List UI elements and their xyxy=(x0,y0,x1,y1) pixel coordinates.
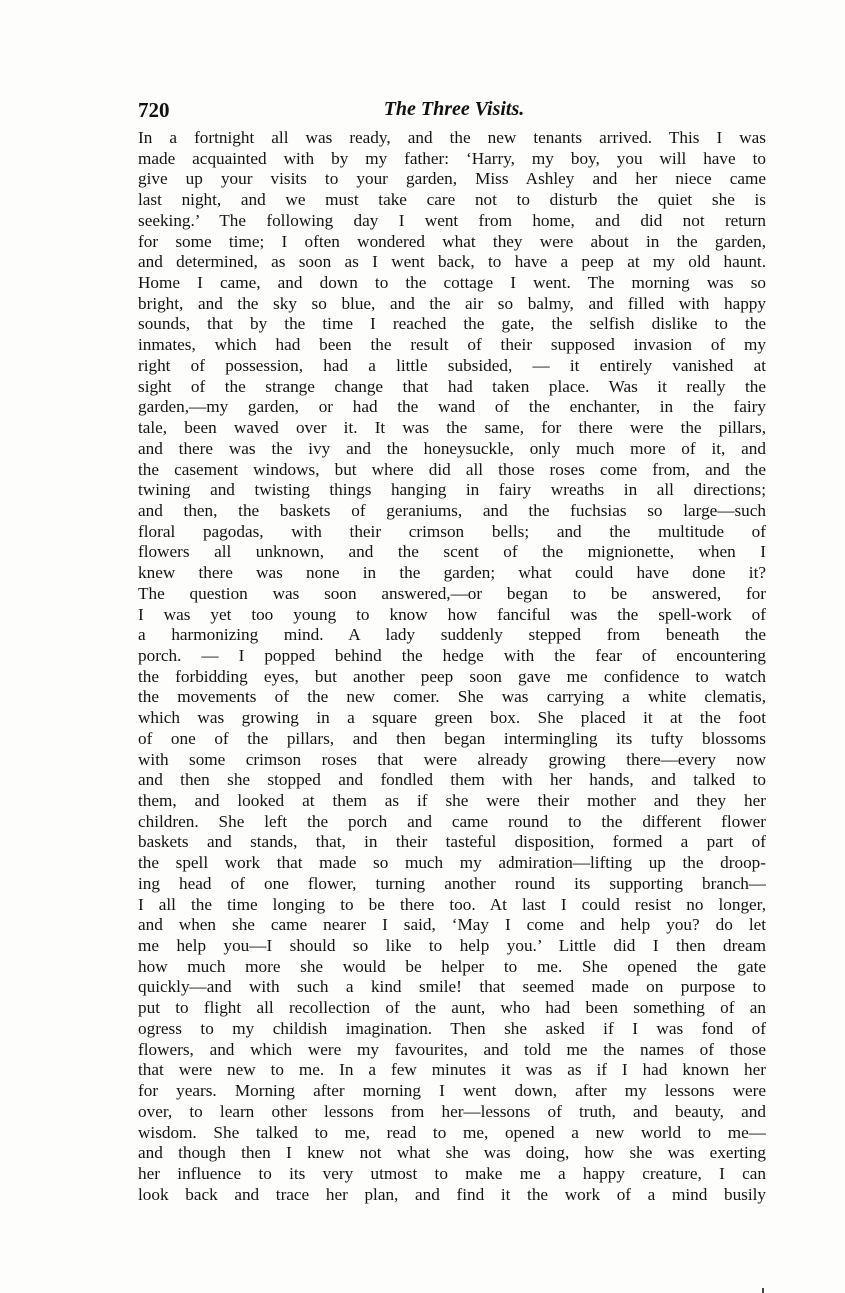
text-line: twining and twisting things hanging in fairy wreaths in all directions; xyxy=(138,480,766,500)
text-line: I all the time longing to be there too. At last I could resist no longer, xyxy=(138,894,766,914)
text-line: I was yet too young to know how fanciful was the spell-work of xyxy=(138,604,766,624)
text-line: with some crimson roses that were already growing there—every now xyxy=(138,749,766,769)
text-line: inmates, which had been the result of their supposed invasion of my xyxy=(138,335,766,355)
text-line: over, to learn other lessons from her—lessons of truth, and beauty, and xyxy=(138,1101,766,1121)
text-line: tale, been waved over it. It was the same, for there were the pillars, xyxy=(138,418,766,438)
text-line: children. She left the porch and came round to the different flower xyxy=(138,811,766,831)
text-line: wisdom. She talked to me, read to me, opened a new world to me— xyxy=(138,1122,766,1142)
text-line: a harmonizing mind. A lady suddenly stepped from beneath the xyxy=(138,625,766,645)
text-line: how much more she would be helper to me. She opened the gate xyxy=(138,956,766,976)
text-line: and when she came nearer I said, ‘May I come and help you? do let xyxy=(138,915,766,935)
text-line: of one of the pillars, and then began intermingling its tufty blossoms xyxy=(138,728,766,748)
text-line: In a fortnight all was ready, and the new tenants arrived. This I was xyxy=(138,128,766,147)
text-line: her influence to its very utmost to make me a happy creature, I can xyxy=(138,1163,766,1183)
page-number: 720 xyxy=(138,98,170,122)
text-line: the movements of the new comer. She was carrying a white clematis, xyxy=(138,687,766,707)
text-line: me help you—I should so like to help you.’ Little did I then dream xyxy=(138,936,766,956)
text-line: and then she stopped and fondled them with her hands, and talked to xyxy=(138,770,766,790)
text-line: sight of the strange change that had taken place. Was it really the xyxy=(138,376,766,396)
text-line: porch. — I popped behind the hedge with the fear of encountering xyxy=(138,645,766,665)
page-header xyxy=(138,98,770,126)
text-line: look back and trace her plan, and find it the work of a mind busily xyxy=(138,1184,766,1204)
text-line: that were new to me. In a few minutes it was as if I had known her xyxy=(138,1060,766,1080)
text-line: the casement windows, but where did all those roses come from, and the xyxy=(138,459,766,479)
text-line: seeking.’ The following day I went from home, and did not return xyxy=(138,210,766,230)
text-line: ing head of one flower, turning another round its supporting branch— xyxy=(138,873,766,893)
body-text xyxy=(138,128,766,1205)
text-line: sounds, that by the time I reached the gate, the selfish dislike to the xyxy=(138,314,766,334)
text-line: last night, and we must take care not to disturb the quiet she is xyxy=(138,190,766,210)
text-line: ogress to my childish imagination. Then she asked if I was fond of xyxy=(138,1018,766,1038)
text-line: made acquainted with by my father: ‘Harry, my boy, you will have to xyxy=(138,148,766,168)
text-line: Home I came, and down to the cottage I went. The morning was so xyxy=(138,273,766,293)
text-line: for some time; I often wondered what they were about in the garden, xyxy=(138,231,766,251)
text-line: the spell work that made so much my admiration—lifting up the droop- xyxy=(138,853,766,873)
text-line: put to flight all recollection of the aunt, who had been something of an xyxy=(138,998,766,1018)
text-line: which was growing in a square green box. She placed it at the foot xyxy=(138,708,766,728)
text-line: and there was the ivy and the honeysuckle, only much more of it, and xyxy=(138,438,766,458)
text-line: flowers, and which were my favourites, and told me the names of those xyxy=(138,1039,766,1059)
text-line: and though then I knew not what she was doing, how she was exerting xyxy=(138,1143,766,1163)
text-line: and then, the baskets of geraniums, and the fuchsias so large—such xyxy=(138,500,766,520)
text-line: The question was soon answered,—or began to be answered, for xyxy=(138,583,766,603)
text-line: right of possession, had a little subsided, — it entirely vanished at xyxy=(138,355,766,375)
text-line: flowers all unknown, and the scent of the mignionette, when I xyxy=(138,542,766,562)
text-line: knew there was none in the garden; what could have done it? xyxy=(138,563,766,583)
text-line: floral pagodas, with their crimson bells; and the multitude of xyxy=(138,521,766,541)
text-line: garden,—my garden, or had the wand of the enchanter, in the fairy xyxy=(138,397,766,417)
text-line: bright, and the sky so blue, and the air so balmy, and filled with happy xyxy=(138,293,766,313)
text-line: and determined, as soon as I went back, to have a peep at my old haunt. xyxy=(138,252,766,272)
text-line: them, and looked at them as if she were their mother and they her xyxy=(138,791,766,810)
text-line: the forbidding eyes, but another peep soon gave me confidence to watch xyxy=(138,666,766,686)
text-line: quickly—and with such a kind smile! that seemed made on purpose to xyxy=(138,977,766,997)
print-mark xyxy=(762,1288,764,1293)
text-line: give up your visits to your garden, Miss Ashley and her niece came xyxy=(138,169,766,189)
running-title: The Three Visits. xyxy=(383,98,525,120)
text-line: baskets and stands, that, in their tasteful disposition, formed a part of xyxy=(138,832,766,852)
text-line: for years. Morning after morning I went down, after my lessons were xyxy=(138,1081,766,1101)
